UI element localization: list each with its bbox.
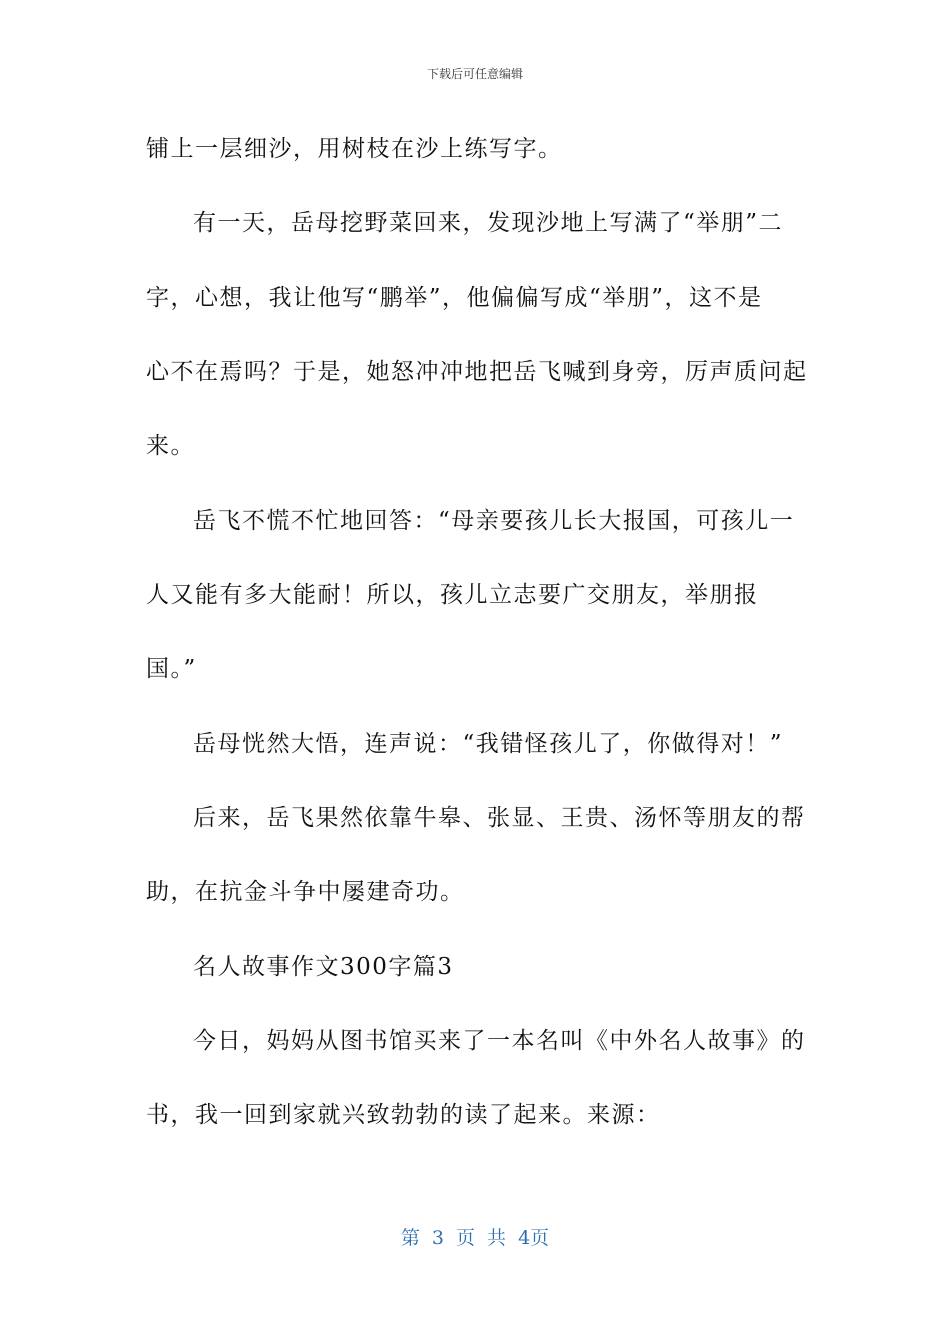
body-line: 字，心想，我让他写“鹏举”，他偏偏写成“举朋”，这不是 [146, 285, 763, 311]
body-line: 来。 [146, 433, 195, 459]
page-number-footer: 第 3 页 共 4页 [400, 1227, 550, 1249]
body-line: 国。” [146, 656, 197, 682]
body-line: 有一天，岳母挖野菜回来，发现沙地上写满了“举朋”二 [193, 210, 784, 236]
body-line: 书，我一回到家就兴致勃勃的读了起来。来源： [146, 1102, 661, 1128]
page-header-note: 下载后可任意编辑 [426, 67, 523, 81]
body-line: 后来，岳飞果然依靠牛皋、张显、王贵、汤怀等朋友的帮 [193, 805, 806, 831]
body-line: 铺上一层细沙，用树枝在沙上练写字。 [146, 136, 563, 162]
body-line: 人又能有多大能耐！所以，孩儿立志要广交朋友，举朋报 [146, 582, 759, 608]
body-line: 岳母恍然大悟，连声说：“我错怪孩儿了，你做得对！” [193, 731, 784, 757]
body-line: 今日，妈妈从图书馆买来了一本名叫《中外名人故事》的 [193, 1028, 806, 1054]
section-heading: 名人故事作文300字篇3 [193, 954, 454, 980]
body-line: 岳飞不慌不忙地回答：“母亲要孩儿长大报国，可孩儿一 [193, 508, 795, 534]
body-line: 助，在抗金斗争中屡建奇功。 [146, 879, 465, 905]
body-line: 心不在焉吗？于是，她怒冲冲地把岳飞喊到身旁，厉声质问起 [146, 359, 808, 385]
